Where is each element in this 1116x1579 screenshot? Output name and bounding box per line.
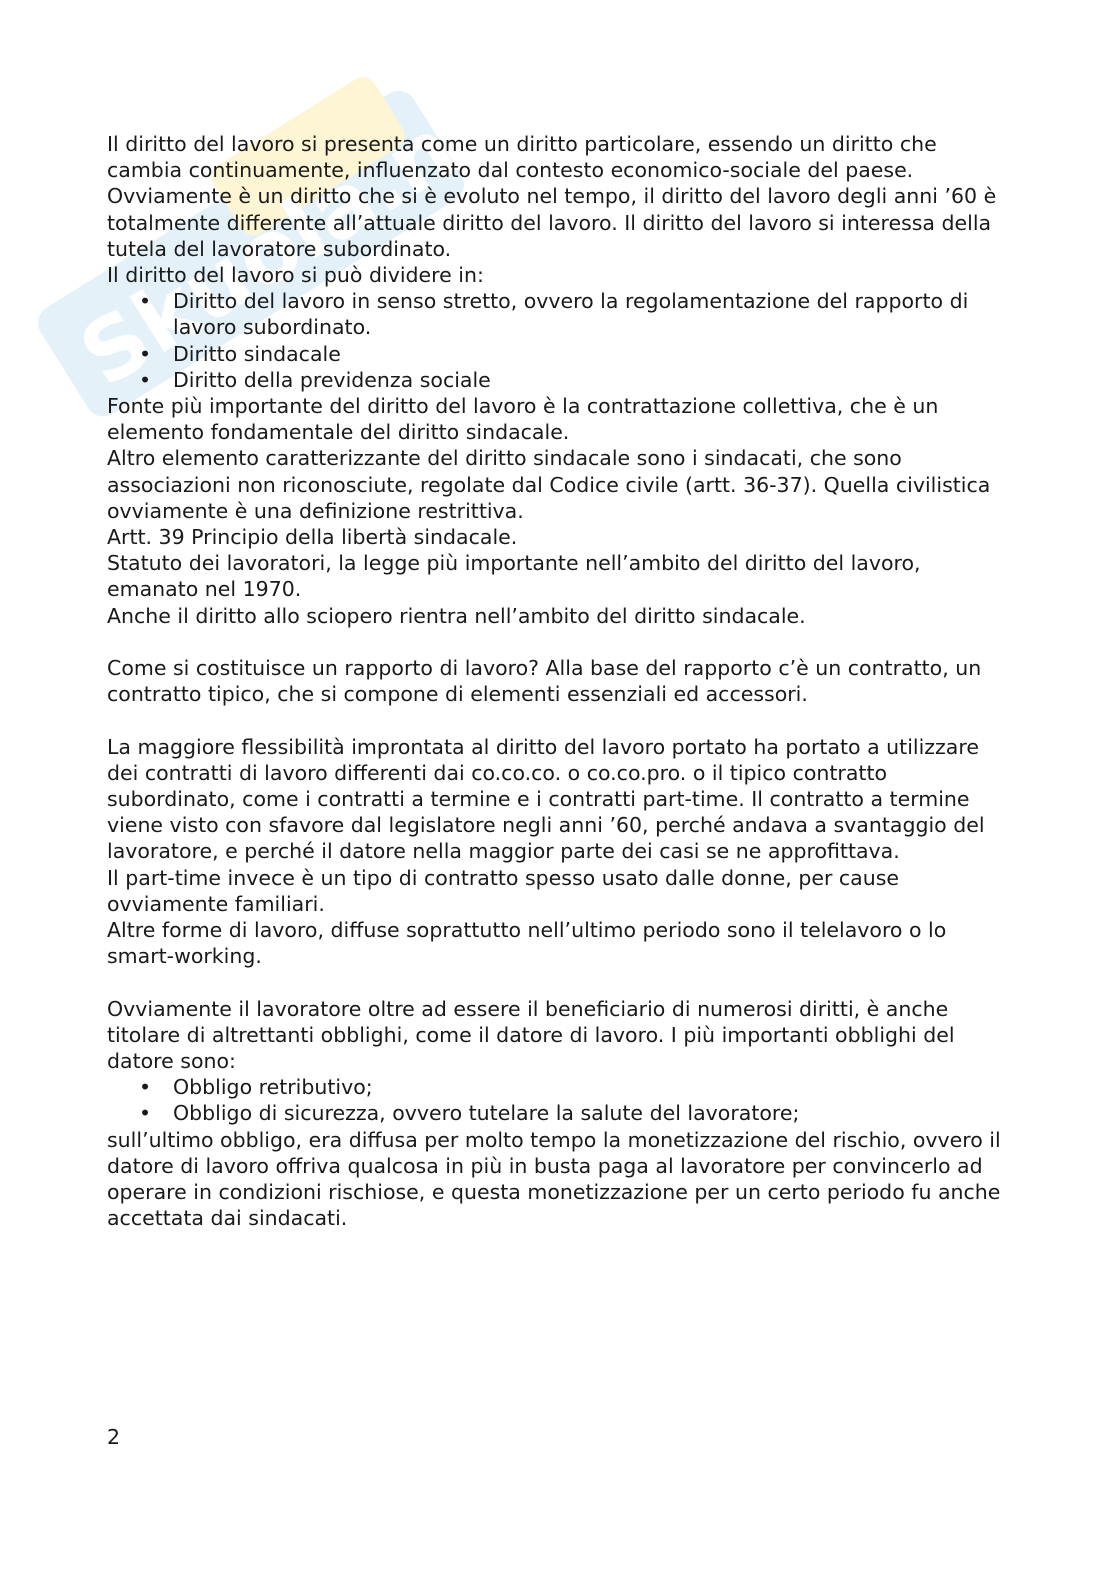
- paragraph: Artt. 39 Principio della libertà sindacale.: [107, 525, 518, 550]
- list-item: • Diritto sindacale: [173, 341, 1007, 367]
- paragraph: Ovviamente il lavoratore oltre ad essere il beneficiario di numerosi diritti, è anche titolare di altrettanti obblighi, come il datore di lavoro. I più importanti obblighi del datore sono:: [107, 996, 955, 1074]
- paragraph: La maggiore flessibilità improntata al diritto del lavoro portato ha portato a utilizzare dei contratti di lavoro differenti dai co.co.co. o co.co.pro. o il tipico contratto subordinato, come i contratti a termine e i contratti part-time. Il contratto a termine viene visto con sfavore dal legislatore negli anni ’60, perché andava a svantaggio del lavoratore, e perché il datore nella maggior parte dei casi se ne approfittava.: [107, 734, 985, 864]
- list-item: • Diritto della previdenza sociale: [173, 367, 1007, 393]
- list-item: • Obbligo di sicurezza, ovvero tutelare la salute del lavoratore;: [173, 1100, 1007, 1126]
- paragraph: Fonte più importante del diritto del lavoro è la contrattazione collettiva, che è un elemento fondamentale del diritto sindacale.: [107, 394, 939, 445]
- list-item: • Diritto del lavoro in senso stretto, ovvero la regolamentazione del rapporto di lavoro subordinato.: [173, 288, 1007, 340]
- bullet-list: [107, 288, 1007, 393]
- paragraph: Altro elemento caratterizzante del diritto sindacale sono i sindacati, che sono associazioni non riconosciute, regolate dal Codice civile (artt. 36-37). Quella civilistica ovviamente è una definizione restrittiva.: [107, 446, 991, 523]
- watermark-text: Skuola.net: [63, 46, 490, 407]
- paragraph: Anche il diritto allo sciopero rientra nell’ambito del diritto sindacale.: [107, 603, 806, 628]
- paragraph: Il diritto del lavoro si presenta come un diritto particolare, essendo un diritto che cambia continuamente, influenzato dal contesto economico-sociale del paese. Ovviamente è un diritto che si è evoluto nel tempo, il diritto del lavoro degli anni ’60 è totalmente differente all’attuale diritto del lavoro. Il diritto del lavoro si interessa della tutela del lavoratore subordinato.: [107, 132, 997, 261]
- paragraph: Il diritto del lavoro si può dividere in:: [107, 263, 484, 288]
- paragraph: Come si costituisce un rapporto di lavoro? Alla base del rapporto c’è un contratto, un contratto tipico, che si compone di elementi essenziali ed accessori.: [107, 656, 982, 707]
- paragraph: Statuto dei lavoratori, la legge più importante nell’ambito del diritto del lavoro, emanato nel 1970.: [107, 551, 921, 602]
- paragraph: Altre forme di lavoro, diffuse soprattutto nell’ultimo periodo sono il telelavoro o lo smart-working.: [107, 918, 947, 969]
- bullet-list: [107, 1074, 1007, 1126]
- list-item: • Obbligo retributivo;: [173, 1074, 1007, 1100]
- document-body: [107, 131, 1007, 1231]
- paragraph: Il part-time invece è un tipo di contratto spesso usato dalle donne, per cause ovviamente familiari.: [107, 865, 900, 916]
- paragraph: sull’ultimo obbligo, era diffusa per molto tempo la monetizzazione del rischio, ovvero il datore di lavoro offriva qualcosa in più in busta paga al lavoratore per convincerlo ad operare in condizioni rischiose, e questa monetizzazione per un certo periodo fu anche accettata dai sindacati.: [107, 1127, 1001, 1231]
- page-number: 2: [107, 1425, 121, 1449]
